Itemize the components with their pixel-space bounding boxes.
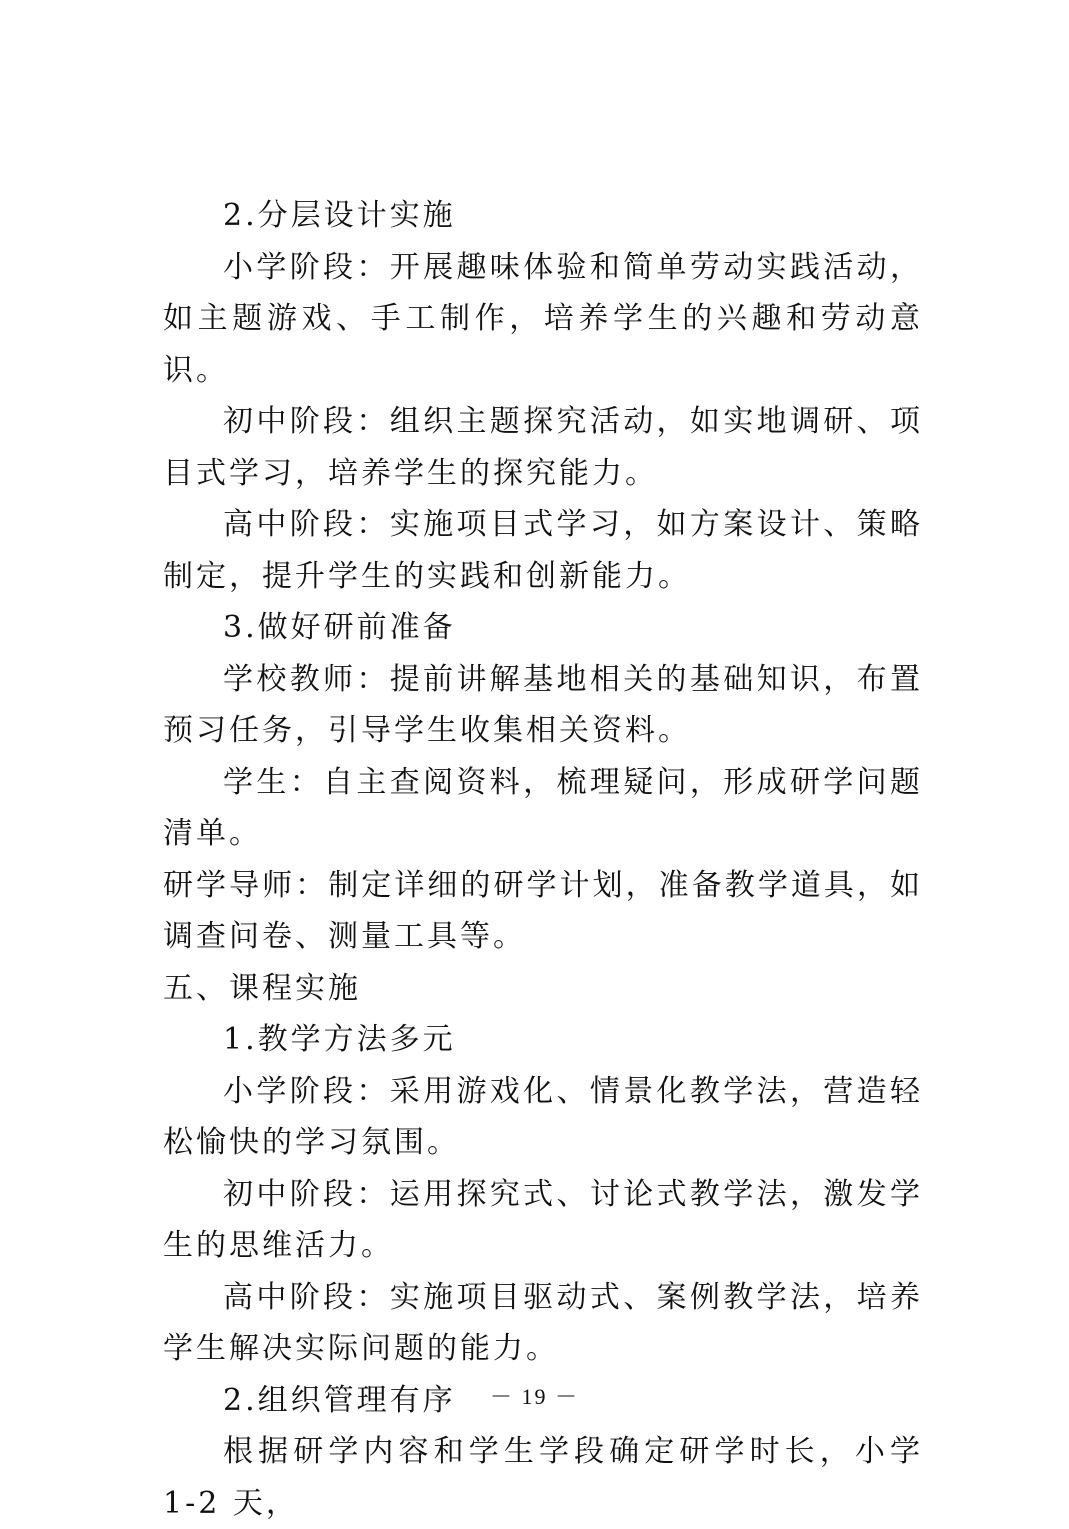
paragraph-junior-stage-design: 初中阶段：组织主题探究活动，如实地调研、项目式学习，培养学生的探究能力。 [163, 404, 923, 491]
paragraph-students: 学生：自主查阅资料，梳理疑问，形成研学问题清单。 [163, 764, 923, 851]
heading-layered-design: 2.分层设计实施 [223, 198, 456, 233]
paragraph-study-duration: 根据研学内容和学生学段确定研学时长，小学 1-2 天， [163, 1434, 923, 1521]
paragraph-primary-stage-methods: 小学阶段：采用游戏化、情景化教学法，营造轻松愉快的学习氛围。 [163, 1073, 923, 1160]
paragraph-senior-stage-design: 高中阶段：实施项目式学习，如方案设计、策略制定，提升学生的实践和创新能力。 [163, 507, 923, 594]
heading-pre-study-preparation: 3.做好研前准备 [223, 610, 456, 645]
paragraph-junior-stage-methods: 初中阶段：运用探究式、讨论式教学法，激发学生的思维活力。 [163, 1176, 923, 1263]
page-number: － 19 － [489, 1384, 579, 1409]
heading-diverse-teaching-methods: 1.教学方法多元 [223, 1022, 456, 1057]
paragraph-primary-stage-design: 小学阶段：开展趣味体验和简单劳动实践活动，如主题游戏、手工制作，培养学生的兴趣和劳动意识。 [163, 249, 923, 388]
heading-orderly-management: 2.组织管理有序 [223, 1382, 456, 1418]
section-heading-course-implementation: 五、课程实施 [163, 970, 361, 1006]
body-text [163, 190, 923, 1529]
paragraph-school-teachers: 学校教师：提前讲解基地相关的基础知识，布置预习任务，引导学生收集相关资料。 [163, 661, 923, 748]
paragraph-senior-stage-methods: 高中阶段：实施项目驱动式、案例教学法，培养学生解决实际问题的能力。 [163, 1279, 923, 1366]
paragraph-study-tutors: 研学导师：制定详细的研学计划，准备教学道具，如调查问卷、测量工具等。 [163, 867, 923, 954]
